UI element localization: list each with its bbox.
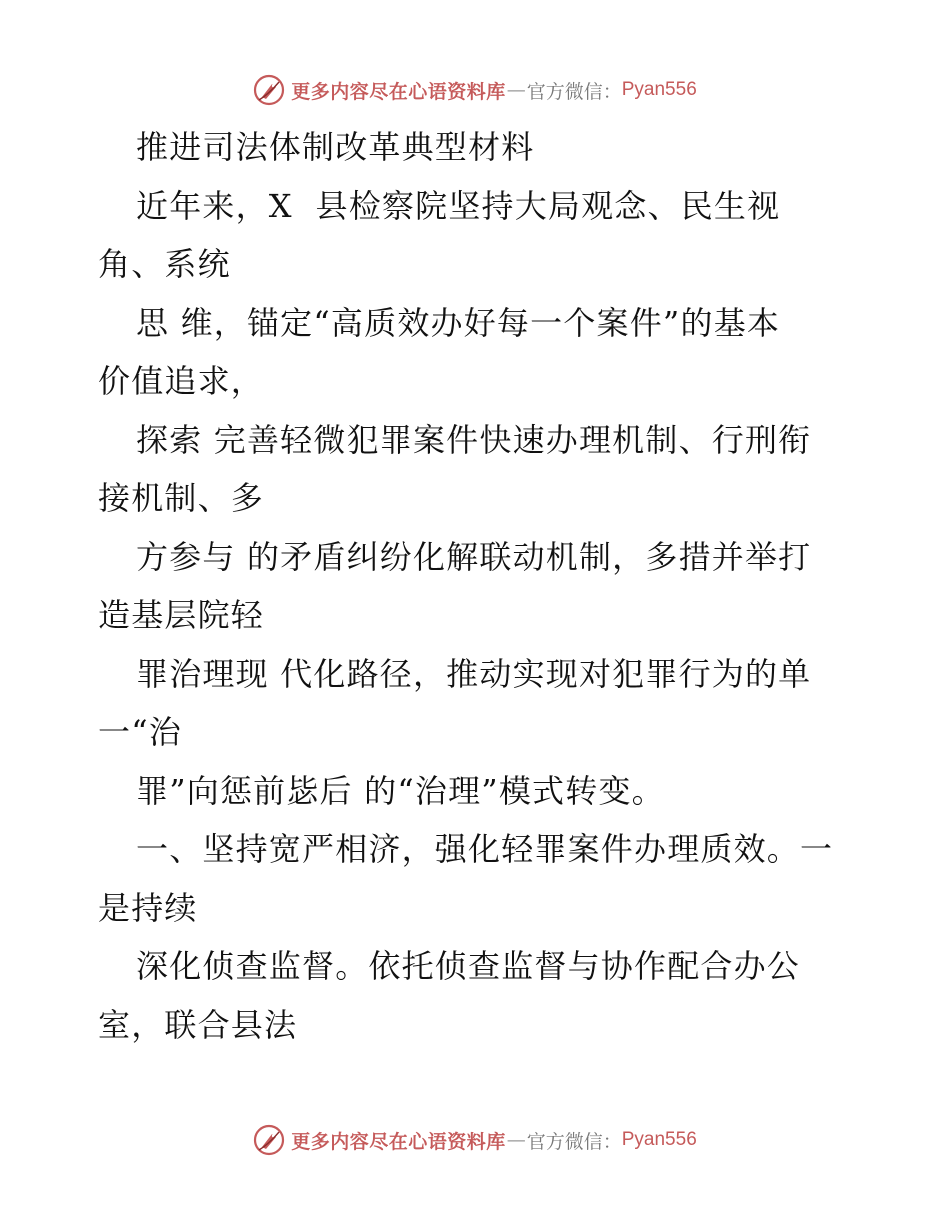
paragraph-line: 思 维，锚定“高质效办好每一个案件”的基本 (136, 303, 781, 342)
header-watermark (0, 70, 950, 110)
paragraph-line: 接机制、多 (98, 479, 265, 517)
paragraph-line: 罪”向惩前毖后 的“治理”模式转变。 (136, 771, 665, 810)
watermark-wechat-id: Pyan556 (621, 79, 697, 100)
paragraph-line: 是持续 (98, 888, 198, 927)
paragraph-line: 深化侦查监督。依托侦查监督与协作配合办公 (136, 947, 801, 985)
watermark-official-label: 官方微信： (526, 1130, 622, 1153)
paragraph-line: 造基层院轻 (98, 596, 265, 634)
paragraph-line: 探索 完善轻微犯罪案件快速办理机制、行刑衔 (136, 420, 812, 459)
document-body (98, 118, 838, 1054)
pen-nib-logo-icon (253, 1124, 285, 1156)
watermark-wechat-id: Pyan556 (621, 1129, 697, 1150)
watermark-separator: — (506, 79, 526, 101)
watermark-separator: — (506, 1129, 526, 1151)
watermark-official-label: 官方微信： (526, 80, 622, 103)
watermark-brand-text: 更多内容尽在心语资料库 (291, 1130, 506, 1153)
footer-watermark (0, 1120, 950, 1160)
watermark-brand-text: 更多内容尽在心语资料库 (291, 80, 506, 103)
paragraph-line: 一“治 (98, 713, 182, 751)
paragraph-line: 方参与 的矛盾纠纷化解联动机制，多措并举打 (136, 537, 812, 576)
paragraph-line: 角、系统 (98, 245, 231, 283)
paragraph-line: 罪治理现 代化路径，推动实现对犯罪行为的单 (136, 654, 812, 693)
document-title: 推进司法体制改革典型材料 (136, 128, 535, 166)
pen-nib-logo-icon (253, 74, 285, 106)
section-heading-line: 一、坚持宽严相济，强化轻罪案件办理质效。一 (136, 830, 834, 868)
paragraph-line: 近年来，X 县检察院坚持大局观念、民生视 (136, 186, 781, 225)
paragraph-line: 价值追求， (98, 362, 265, 400)
paragraph-line: 室，联合县法 (98, 1005, 298, 1044)
